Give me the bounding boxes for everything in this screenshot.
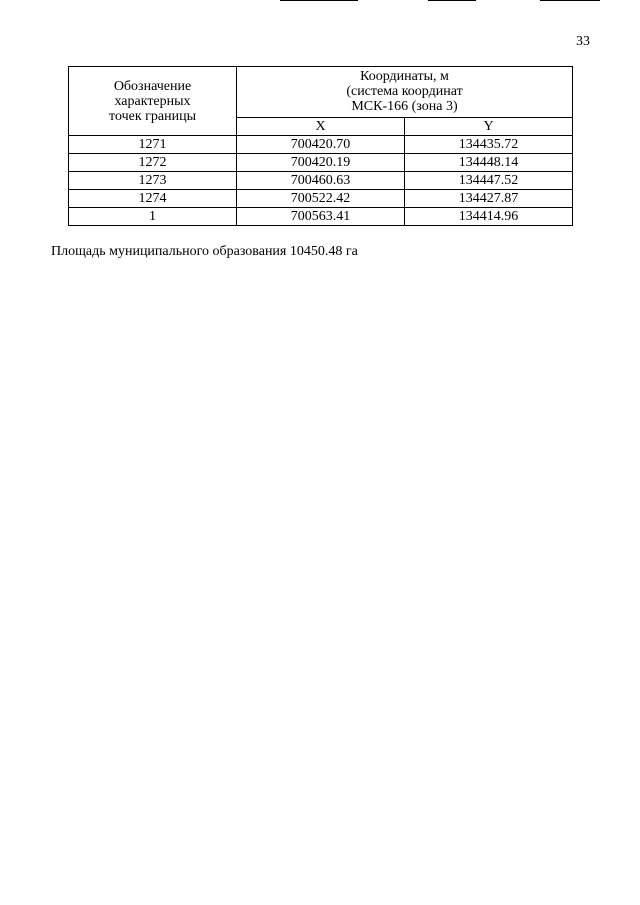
x-cell: 700420.19 bbox=[237, 154, 405, 172]
y-cell: 134427.87 bbox=[405, 190, 573, 208]
page-number: 33 bbox=[576, 34, 590, 49]
x-cell: 700420.70 bbox=[237, 136, 405, 154]
area-statement: Площадь муниципального образования 10450.48 га bbox=[51, 244, 358, 259]
point-cell: 1271 bbox=[69, 136, 237, 154]
x-column-header: X bbox=[237, 117, 405, 135]
y-cell: 134448.14 bbox=[405, 154, 573, 172]
table-row bbox=[69, 154, 573, 172]
top-rule-right bbox=[540, 0, 600, 1]
top-rule-left bbox=[280, 0, 358, 1]
point-cell: 1273 bbox=[69, 172, 237, 190]
coordinates-table bbox=[68, 66, 573, 226]
x-cell: 700460.63 bbox=[237, 172, 405, 190]
point-header-line: точек границы bbox=[109, 108, 196, 124]
point-cell: 1272 bbox=[69, 154, 237, 172]
point-cell: 1 bbox=[69, 208, 237, 226]
point-header-line: характерных bbox=[114, 93, 191, 109]
table-row bbox=[69, 172, 573, 190]
coordinates-header bbox=[237, 67, 573, 118]
coord-header-line: МСК-166 (зона 3) bbox=[351, 99, 458, 115]
point-designation-header bbox=[69, 67, 237, 136]
point-header-line: Обозначение bbox=[113, 78, 192, 94]
top-rule-middle bbox=[428, 0, 476, 1]
coord-header-line: Координаты, м bbox=[360, 69, 449, 85]
y-cell: 134447.52 bbox=[405, 172, 573, 190]
x-cell: 700563.41 bbox=[237, 208, 405, 226]
x-cell: 700522.42 bbox=[237, 190, 405, 208]
point-cell: 1274 bbox=[69, 190, 237, 208]
table-row bbox=[69, 136, 573, 154]
coord-header-line: (система координат bbox=[346, 84, 463, 100]
table-row bbox=[69, 190, 573, 208]
y-column-header: Y bbox=[405, 117, 573, 135]
y-cell: 134414.96 bbox=[405, 208, 573, 226]
y-cell: 134435.72 bbox=[405, 136, 573, 154]
table-row bbox=[69, 208, 573, 226]
